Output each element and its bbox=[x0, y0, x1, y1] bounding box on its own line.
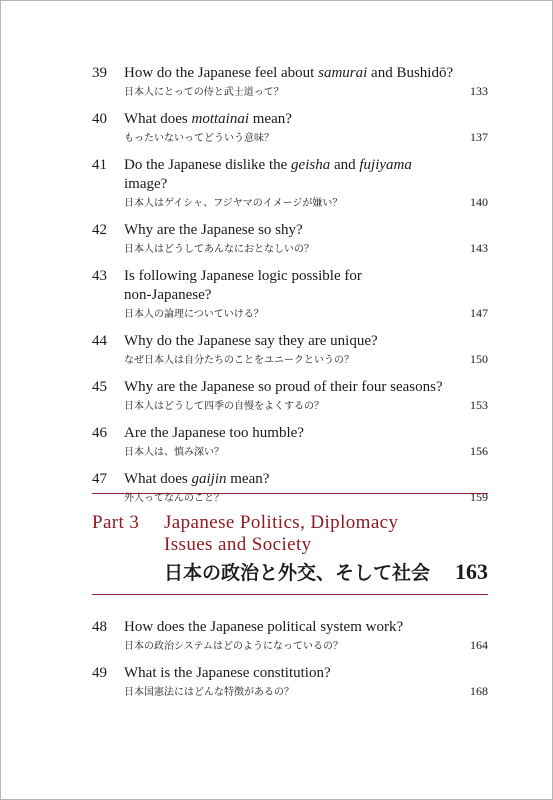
entry-title-jp: 日本の政治システムはどのようになっているの？ bbox=[124, 641, 343, 652]
entry-subtitle-row bbox=[124, 638, 488, 654]
entry-page-number: 147 bbox=[470, 306, 488, 320]
entry-title-jp: 日本人にとっての侍と武士道って？ bbox=[124, 87, 284, 98]
toc-entry[interactable] bbox=[92, 332, 488, 368]
part-heading bbox=[92, 512, 488, 556]
toc-entry[interactable] bbox=[92, 424, 488, 460]
entry-subtitle-row bbox=[124, 241, 488, 257]
entry-page-number: 140 bbox=[470, 195, 488, 209]
entry-subtitle-row bbox=[124, 84, 488, 100]
entry-page-number: 150 bbox=[470, 352, 488, 366]
toc-list-top bbox=[92, 64, 488, 506]
toc-entry[interactable] bbox=[92, 110, 488, 146]
entry-title-en: Is following Japanese logic possible for non-Japanese? bbox=[124, 268, 362, 303]
entry-number: 48 bbox=[92, 619, 107, 635]
entry-title-jp: 日本人はゲイシャ、フジヤマのイメージが嫌い？ bbox=[124, 198, 343, 209]
part-subtitle-row bbox=[164, 558, 488, 585]
toc-entry[interactable] bbox=[92, 221, 488, 257]
entry-title-jp: 外人ってなんのこと？ bbox=[124, 493, 224, 504]
toc-entry[interactable] bbox=[92, 470, 488, 506]
entry-page-number: 137 bbox=[470, 130, 488, 144]
part-rule-top bbox=[92, 493, 488, 494]
entry-title-jp: 日本人はどうして四季の自慢をよくするの？ bbox=[124, 401, 324, 412]
entry-number: 43 bbox=[92, 268, 107, 284]
entry-subtitle-row bbox=[124, 352, 488, 368]
entry-number: 49 bbox=[92, 665, 107, 681]
toc-entry[interactable] bbox=[92, 378, 488, 414]
part-title-line1: Japanese Politics, Diplomacy bbox=[164, 512, 399, 533]
entry-number: 45 bbox=[92, 379, 107, 395]
entry-number: 42 bbox=[92, 222, 107, 238]
entry-page-number: 156 bbox=[470, 444, 488, 458]
entry-number: 44 bbox=[92, 333, 107, 349]
entry-number: 41 bbox=[92, 157, 107, 173]
entry-title-en: Are the Japanese too humble? bbox=[124, 425, 304, 441]
entry-title-jp: 日本国憲法にはどんな特徴があるの？ bbox=[124, 687, 294, 698]
entry-page-number: 153 bbox=[470, 398, 488, 412]
entry-page-number: 159 bbox=[470, 490, 488, 504]
part-label: Part 3 bbox=[92, 512, 140, 533]
toc-entry[interactable] bbox=[92, 618, 488, 654]
entry-title-en: Why are the Japanese so proud of their four seasons? bbox=[124, 379, 443, 395]
entry-title-en: What does mottainai mean? bbox=[124, 111, 292, 127]
entry-title-jp: 日本人の論理についていける？ bbox=[124, 309, 264, 320]
toc-entry[interactable] bbox=[92, 267, 488, 322]
entry-number: 47 bbox=[92, 471, 107, 487]
part-page-number: 163 bbox=[455, 559, 488, 584]
toc-entry[interactable] bbox=[92, 156, 488, 211]
entry-title-en: How do the Japanese feel about samurai and Bushidō? bbox=[124, 65, 454, 81]
entry-subtitle-row bbox=[124, 195, 488, 211]
entry-number: 39 bbox=[92, 65, 107, 81]
entry-subtitle-row bbox=[124, 130, 488, 146]
entry-page-number: 164 bbox=[470, 638, 488, 652]
entry-subtitle-row bbox=[124, 444, 488, 460]
entry-number: 40 bbox=[92, 111, 107, 127]
part-title-line2: Issues and Society bbox=[164, 534, 312, 555]
toc-list-bottom bbox=[92, 618, 488, 700]
entry-number: 46 bbox=[92, 425, 107, 441]
entry-title-en: What does gaijin mean? bbox=[124, 471, 270, 487]
part-title-jp: 日本の政治と外交、そして社会 bbox=[164, 562, 431, 584]
entry-page-number: 168 bbox=[470, 684, 488, 698]
entry-title-en: Do the Japanese dislike the geisha and fujiyama image? bbox=[124, 157, 412, 192]
entry-subtitle-row bbox=[124, 306, 488, 322]
entry-title-jp: 日本人はどうしてあんなにおとなしいの？ bbox=[124, 244, 314, 255]
entry-subtitle-row bbox=[124, 684, 488, 700]
entry-title-en: How does the Japanese political system work? bbox=[124, 619, 404, 635]
part-rule-bottom bbox=[92, 594, 488, 595]
entry-page-number: 133 bbox=[470, 84, 488, 98]
entry-title-jp: なぜ日本人は自分たちのことをユニークというの？ bbox=[124, 355, 354, 366]
toc-entry[interactable] bbox=[92, 64, 488, 100]
entry-title-jp: もったいないってどういう意味？ bbox=[124, 133, 274, 144]
entry-title-en: Why are the Japanese so shy? bbox=[124, 222, 303, 238]
entry-title-en: Why do the Japanese say they are unique? bbox=[124, 333, 378, 349]
entry-page-number: 143 bbox=[470, 241, 488, 255]
entry-title-en: What is the Japanese constitution? bbox=[124, 665, 331, 681]
entry-title-jp: 日本人は、慎み深い？ bbox=[124, 447, 224, 458]
entry-subtitle-row bbox=[124, 398, 488, 414]
toc-entry[interactable] bbox=[92, 664, 488, 700]
